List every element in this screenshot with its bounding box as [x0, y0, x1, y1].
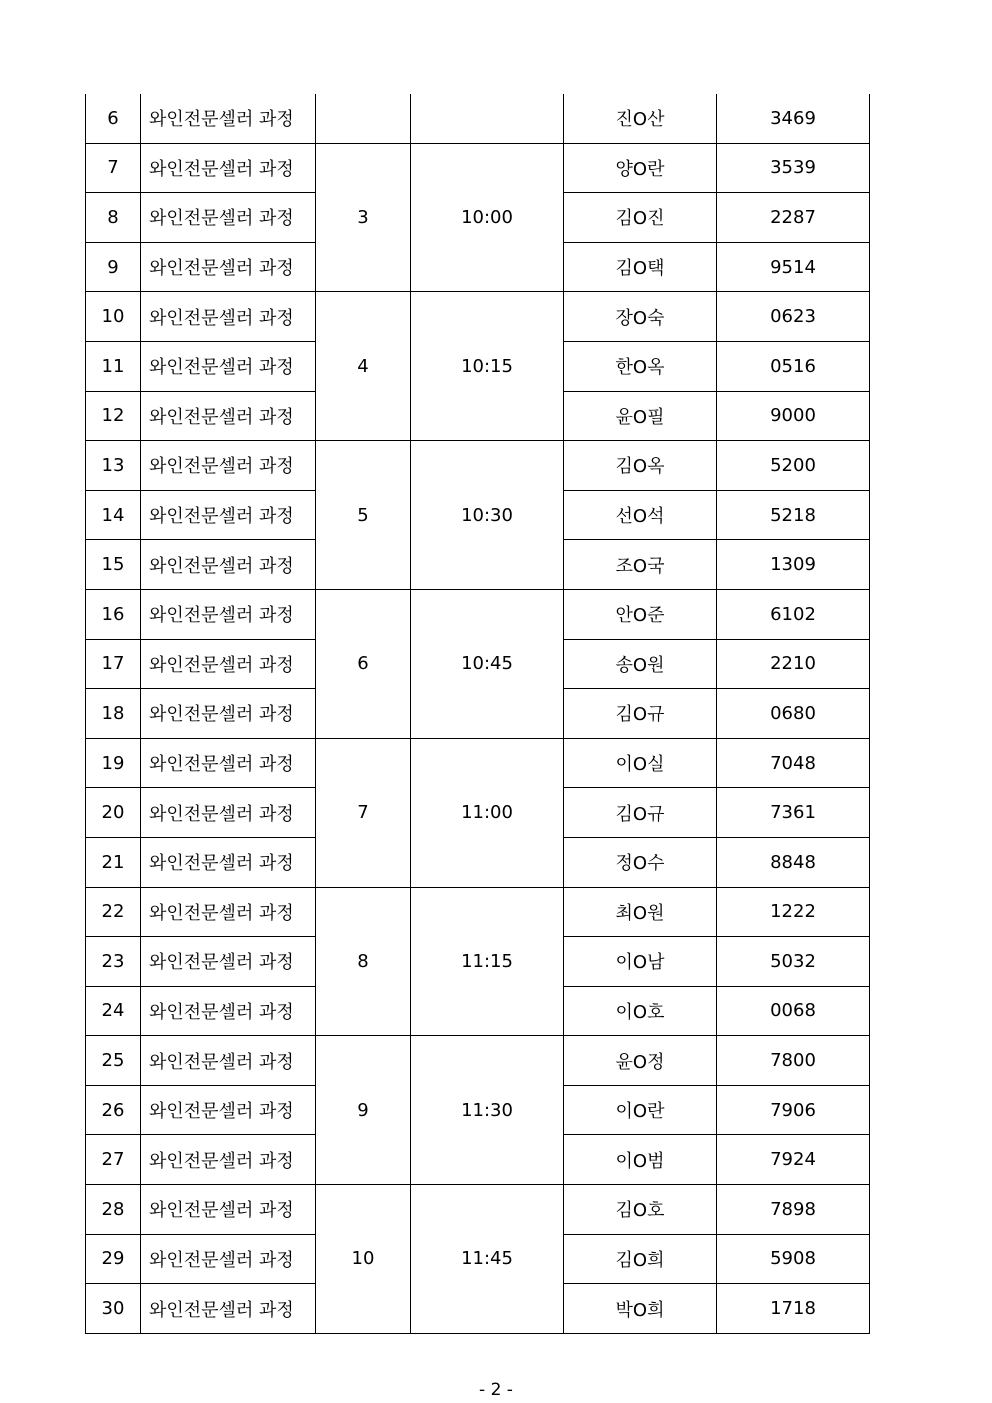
course-name: 와인전문셀러 과정 — [141, 242, 316, 292]
time-slot — [411, 94, 564, 143]
course-name: 와인전문셀러 과정 — [141, 986, 316, 1036]
applicant-code: 2210 — [717, 639, 870, 689]
time-slot: 11:00 — [411, 738, 564, 887]
applicant-code: 8848 — [717, 837, 870, 887]
course-name: 와인전문셀러 과정 — [141, 887, 316, 937]
course-name: 와인전문셀러 과정 — [141, 490, 316, 540]
course-name: 와인전문셀러 과정 — [141, 689, 316, 739]
row-number: 9 — [86, 242, 141, 292]
row-number: 16 — [86, 589, 141, 639]
applicant-code: 3539 — [717, 143, 870, 193]
applicant-code: 9000 — [717, 391, 870, 441]
applicant-name: 진O산 — [564, 94, 717, 143]
applicant-name: 한O옥 — [564, 341, 717, 391]
applicant-code: 5908 — [717, 1234, 870, 1284]
applicant-name: 김O호 — [564, 1185, 717, 1235]
applicant-name: 조O국 — [564, 540, 717, 590]
course-name: 와인전문셀러 과정 — [141, 540, 316, 590]
course-name: 와인전문셀러 과정 — [141, 788, 316, 838]
group-number — [316, 94, 411, 143]
table-row — [86, 292, 870, 342]
course-name: 와인전문셀러 과정 — [141, 1036, 316, 1086]
table-row — [86, 143, 870, 193]
applicant-code: 5218 — [717, 490, 870, 540]
applicant-code: 0068 — [717, 986, 870, 1036]
course-name: 와인전문셀러 과정 — [141, 391, 316, 441]
row-number: 13 — [86, 441, 141, 491]
row-number: 6 — [86, 94, 141, 143]
table-row — [86, 441, 870, 491]
applicant-code: 7906 — [717, 1085, 870, 1135]
time-slot: 11:45 — [411, 1185, 564, 1334]
row-number: 21 — [86, 837, 141, 887]
group-number: 3 — [316, 143, 411, 292]
applicant-name: 선O석 — [564, 490, 717, 540]
row-number: 29 — [86, 1234, 141, 1284]
course-name: 와인전문셀러 과정 — [141, 1234, 316, 1284]
row-number: 12 — [86, 391, 141, 441]
group-number: 7 — [316, 738, 411, 887]
course-name: 와인전문셀러 과정 — [141, 837, 316, 887]
applicant-code: 5032 — [717, 937, 870, 987]
applicant-code: 1222 — [717, 887, 870, 937]
page-number: - 2 - — [479, 1380, 513, 1400]
time-slot: 11:15 — [411, 887, 564, 1036]
applicant-name: 장O숙 — [564, 292, 717, 342]
row-number: 27 — [86, 1135, 141, 1185]
applicant-name: 김O규 — [564, 689, 717, 739]
course-name: 와인전문셀러 과정 — [141, 341, 316, 391]
applicant-code: 7361 — [717, 788, 870, 838]
course-name: 와인전문셀러 과정 — [141, 937, 316, 987]
applicant-name: 박O희 — [564, 1284, 717, 1334]
row-number: 24 — [86, 986, 141, 1036]
time-slot: 11:30 — [411, 1036, 564, 1185]
row-number: 11 — [86, 341, 141, 391]
applicant-name: 정O수 — [564, 837, 717, 887]
applicant-name: 김O옥 — [564, 441, 717, 491]
time-slot: 10:30 — [411, 441, 564, 590]
applicant-code: 6102 — [717, 589, 870, 639]
row-number: 15 — [86, 540, 141, 590]
applicant-name: 송O원 — [564, 639, 717, 689]
applicant-name: 안O준 — [564, 589, 717, 639]
row-number: 25 — [86, 1036, 141, 1086]
applicant-name: 이O남 — [564, 937, 717, 987]
row-number: 19 — [86, 738, 141, 788]
table-row — [86, 738, 870, 788]
applicant-name: 이O실 — [564, 738, 717, 788]
group-number: 8 — [316, 887, 411, 1036]
course-name: 와인전문셀러 과정 — [141, 639, 316, 689]
applicant-name: 이O호 — [564, 986, 717, 1036]
applicant-name: 김O진 — [564, 193, 717, 243]
applicant-code: 0516 — [717, 341, 870, 391]
row-number: 7 — [86, 143, 141, 193]
applicant-code: 2287 — [717, 193, 870, 243]
row-number: 23 — [86, 937, 141, 987]
course-name: 와인전문셀러 과정 — [141, 441, 316, 491]
time-slot: 10:45 — [411, 589, 564, 738]
applicant-name: 김O규 — [564, 788, 717, 838]
applicant-code: 7924 — [717, 1135, 870, 1185]
group-number: 4 — [316, 292, 411, 441]
applicant-name: 김O희 — [564, 1234, 717, 1284]
table-row — [86, 94, 870, 143]
applicant-code: 5200 — [717, 441, 870, 491]
row-number: 28 — [86, 1185, 141, 1235]
row-number: 26 — [86, 1085, 141, 1135]
row-number: 20 — [86, 788, 141, 838]
row-number: 8 — [86, 193, 141, 243]
group-number: 6 — [316, 589, 411, 738]
row-number: 30 — [86, 1284, 141, 1334]
applicant-code: 1718 — [717, 1284, 870, 1334]
applicant-code: 7048 — [717, 738, 870, 788]
applicant-code: 0623 — [717, 292, 870, 342]
course-name: 와인전문셀러 과정 — [141, 94, 316, 143]
applicant-code: 3469 — [717, 94, 870, 143]
group-number: 10 — [316, 1185, 411, 1334]
applicant-code: 7898 — [717, 1185, 870, 1235]
applicant-name: 이O범 — [564, 1135, 717, 1185]
row-number: 10 — [86, 292, 141, 342]
course-name: 와인전문셀러 과정 — [141, 738, 316, 788]
table-row — [86, 887, 870, 937]
row-number: 14 — [86, 490, 141, 540]
applicant-code: 0680 — [717, 689, 870, 739]
table-row — [86, 1036, 870, 1086]
group-number: 9 — [316, 1036, 411, 1185]
time-slot: 10:00 — [411, 143, 564, 292]
applicant-name: 이O란 — [564, 1085, 717, 1135]
course-name: 와인전문셀러 과정 — [141, 292, 316, 342]
course-name: 와인전문셀러 과정 — [141, 1135, 316, 1185]
applicant-name: 윤O필 — [564, 391, 717, 441]
applicant-name: 김O택 — [564, 242, 717, 292]
course-name: 와인전문셀러 과정 — [141, 143, 316, 193]
applicant-name: 최O원 — [564, 887, 717, 937]
course-name: 와인전문셀러 과정 — [141, 589, 316, 639]
applicant-code: 1309 — [717, 540, 870, 590]
applicant-name: 윤O정 — [564, 1036, 717, 1086]
time-slot: 10:15 — [411, 292, 564, 441]
schedule-table — [85, 94, 870, 1334]
table-row — [86, 1185, 870, 1235]
applicant-code: 9514 — [717, 242, 870, 292]
row-number: 17 — [86, 639, 141, 689]
row-number: 22 — [86, 887, 141, 937]
row-number: 18 — [86, 689, 141, 739]
group-number: 5 — [316, 441, 411, 590]
table-row — [86, 589, 870, 639]
applicant-name: 양O란 — [564, 143, 717, 193]
course-name: 와인전문셀러 과정 — [141, 1085, 316, 1135]
course-name: 와인전문셀러 과정 — [141, 193, 316, 243]
course-name: 와인전문셀러 과정 — [141, 1284, 316, 1334]
applicant-code: 7800 — [717, 1036, 870, 1086]
course-name: 와인전문셀러 과정 — [141, 1185, 316, 1235]
